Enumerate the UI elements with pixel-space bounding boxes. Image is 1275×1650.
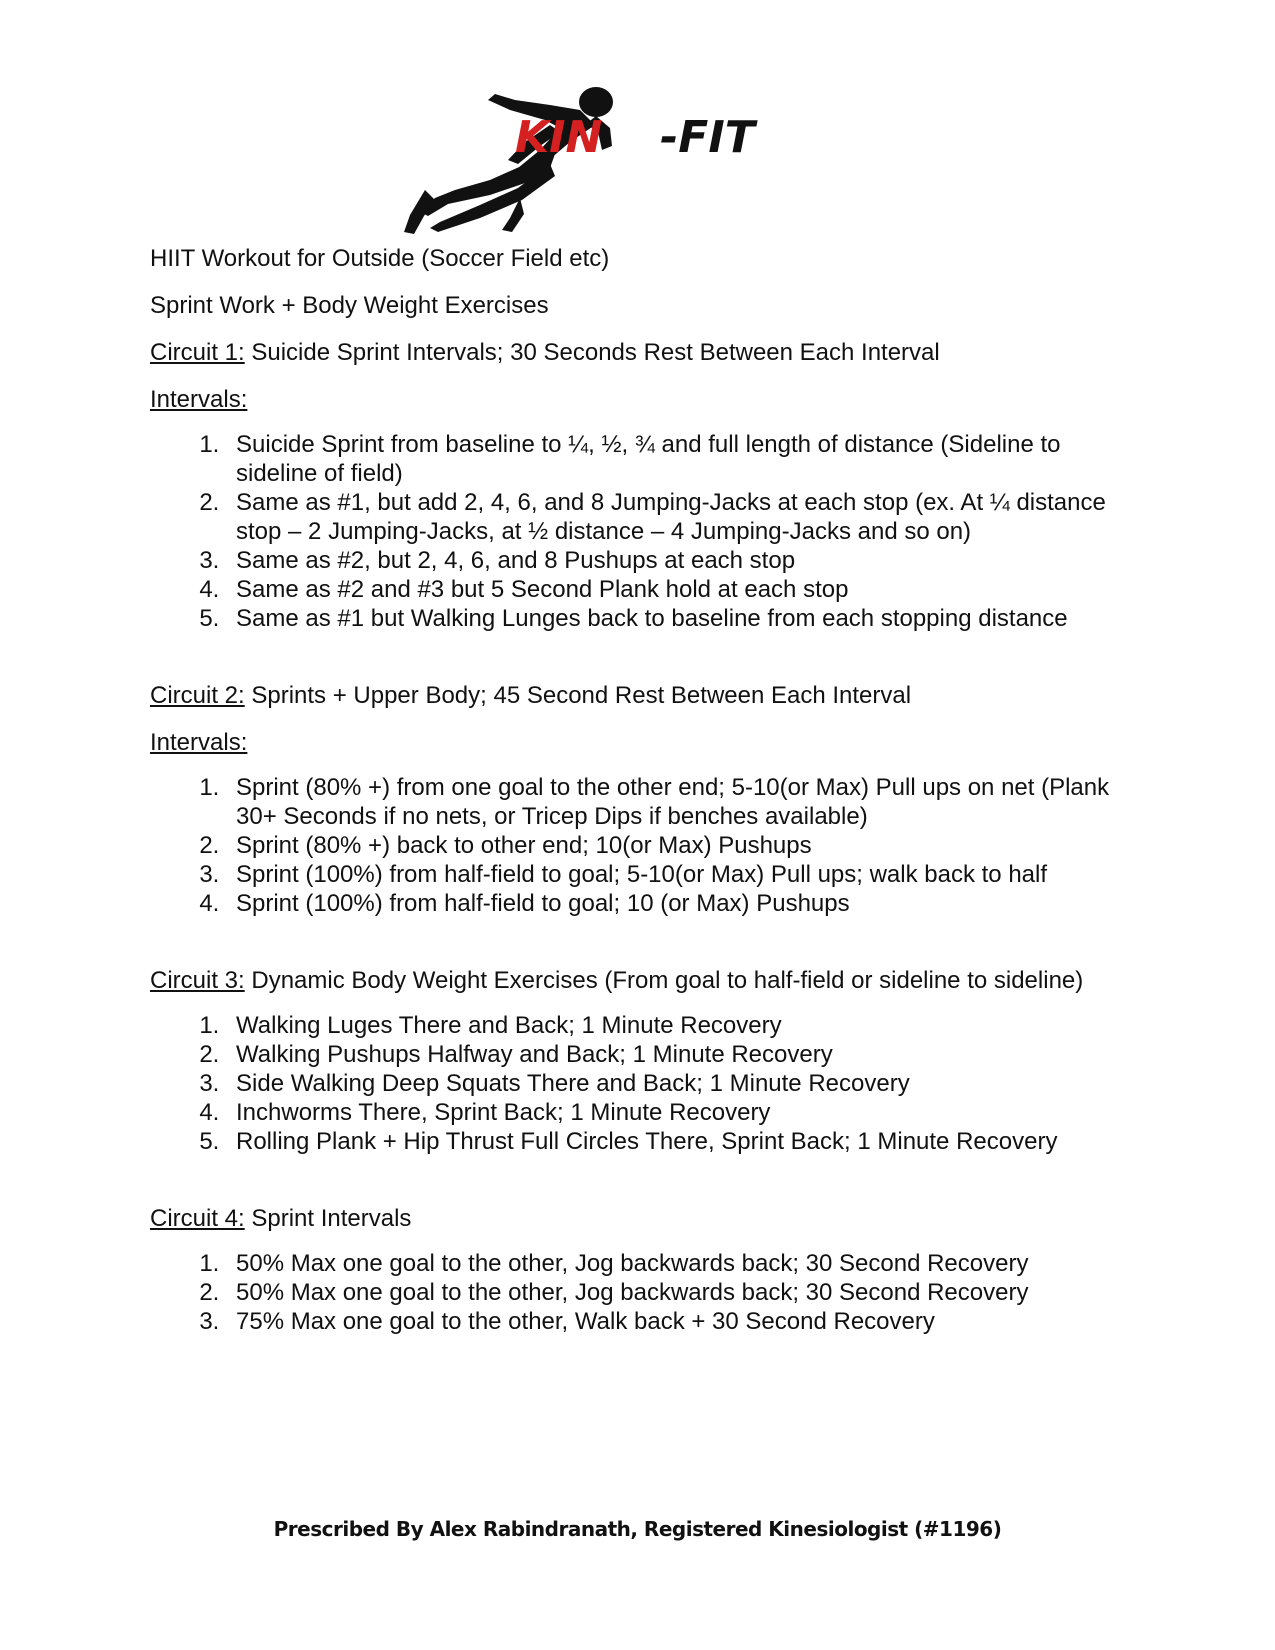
circuit-description: Sprint Intervals	[244, 1205, 412, 1232]
sprinter-logo-icon	[400, 80, 870, 240]
circuit-1-list	[150, 430, 1130, 633]
circuit-label: Circuit 2:	[150, 682, 245, 709]
circuit-3-list	[150, 1011, 1130, 1156]
list-item: 1. 50% Max one goal to the other, Jog backwards back; 30 Second Recovery	[226, 1249, 1130, 1278]
list-item: 3. 75% Max one goal to the other, Walk back + 30 Second Recovery	[226, 1307, 1130, 1336]
list-item: 5. Same as #1 but Walking Lunges back to baseline from each stopping distance	[226, 604, 1130, 633]
list-item: 2. Walking Pushups Halfway and Back; 1 Minute Recovery	[226, 1040, 1130, 1069]
circuit-label: Circuit 4:	[150, 1205, 245, 1232]
list-item: 4. Same as #2 and #3 but 5 Second Plank hold at each stop	[226, 575, 1130, 604]
circuit-label: Circuit 3:	[150, 967, 245, 994]
intervals-label: Intervals:	[150, 386, 248, 413]
list-item: 2. 50% Max one goal to the other, Jog backwards back; 30 Second Recovery	[226, 1278, 1130, 1307]
list-item: 3. Sprint (100%) from half-field to goal; 5-10(or Max) Pull ups; walk back to half	[226, 860, 1130, 889]
logo-text-fit: -FIT	[660, 112, 755, 163]
intervals-label: Intervals:	[150, 729, 248, 756]
document-body	[150, 240, 1130, 1336]
document-subtitle: Sprint Work + Body Weight Exercises	[150, 292, 549, 319]
list-item: 4. Inchworms There, Sprint Back; 1 Minute Recovery	[226, 1098, 1130, 1127]
circuit-1-heading	[150, 338, 1130, 367]
circuit-2-list	[150, 773, 1130, 918]
document-title: HIIT Workout for Outside (Soccer Field etc)	[150, 245, 610, 272]
list-item: 3. Side Walking Deep Squats There and Back; 1 Minute Recovery	[226, 1069, 1130, 1098]
list-item: 5. Rolling Plank + Hip Thrust Full Circles There, Sprint Back; 1 Minute Recovery	[226, 1127, 1130, 1156]
circuit-description: Suicide Sprint Intervals; 30 Seconds Rest Between Each Interval	[244, 339, 940, 366]
list-item: 3. Same as #2, but 2, 4, 6, and 8 Pushups at each stop	[226, 546, 1130, 575]
circuit-description: Dynamic Body Weight Exercises (From goal to half-field or sideline to sideline)	[244, 967, 1084, 994]
list-item: 1. Sprint (80% +) from one goal to the other end; 5-10(or Max) Pull ups on net (Plank 30+ Seconds if no nets, or Tricep Dips if benches available)	[226, 773, 1130, 831]
list-item: 2. Sprint (80% +) back to other end; 10(or Max) Pushups	[226, 831, 1130, 860]
circuit-label: Circuit 1:	[150, 339, 245, 366]
list-item: 4. Sprint (100%) from half-field to goal; 10 (or Max) Pushups	[226, 889, 1130, 918]
circuit-4-list	[150, 1249, 1130, 1336]
list-item: 1. Suicide Sprint from baseline to ¼, ½, ¾ and full length of distance (Sideline to sideline of field)	[226, 430, 1130, 488]
list-item: 1. Walking Luges There and Back; 1 Minute Recovery	[226, 1011, 1130, 1040]
prescriber-footer: Prescribed By Alex Rabindranath, Registered Kinesiologist (#1196)	[273, 1517, 1002, 1541]
circuit-4-heading	[150, 1204, 1130, 1233]
circuit-2-heading	[150, 681, 1130, 710]
circuit-3-heading	[150, 966, 1130, 995]
kin-fit-logo	[400, 80, 870, 240]
logo-text-kin: KIN	[515, 112, 603, 163]
circuit-description: Sprints + Upper Body; 45 Second Rest Between Each Interval	[244, 682, 912, 709]
list-item: 2. Same as #1, but add 2, 4, 6, and 8 Jumping-Jacks at each stop (ex. At ¼ distance stop – 2 Jumping-Jacks, at ½ distance – 4 Jumping-Jacks and so on)	[226, 488, 1130, 546]
